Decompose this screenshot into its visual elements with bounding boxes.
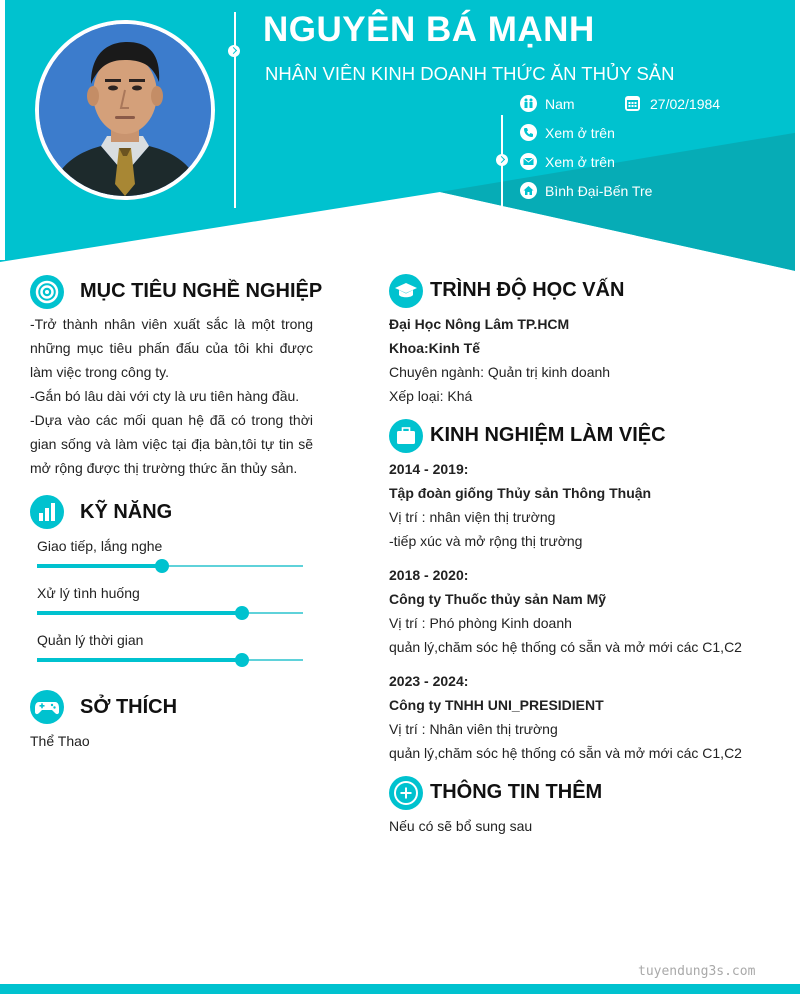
job-title: NHÂN VIÊN KINH DOANH THỨC ĂN THỦY SẢN <box>265 63 675 84</box>
experience-description: -tiếp xúc và mở rộng thị trường <box>389 533 583 549</box>
gamepad-icon <box>30 690 64 724</box>
email-icon <box>520 153 537 170</box>
objective-line: gian sống và làm việc tại địa bàn,tôi tự tin sẽ <box>30 436 313 452</box>
target-icon <box>30 275 64 309</box>
skill-label: Xử lý tình huống <box>37 585 140 601</box>
experience-entry <box>389 563 742 659</box>
experience-period: 2018 - 2020: <box>389 567 469 583</box>
experience-position: Vị trí : nhân viện thị trường <box>389 509 556 525</box>
plus-icon <box>389 776 423 810</box>
skill-bar <box>37 565 303 567</box>
objective-line: mở rộng được thị trường thức ăn thủy sản. <box>30 460 298 476</box>
experience-entry <box>389 669 742 765</box>
skill-bar-fill <box>37 564 162 568</box>
gender-icon <box>520 95 537 112</box>
education-major: Chuyên ngành: Quản trị kinh doanh <box>389 364 611 380</box>
extra-text: Nếu có sẽ bổ sung sau <box>389 818 533 834</box>
skill-bar-knob <box>235 606 249 620</box>
education-school: Đại Học Nông Lâm TP.HCM <box>389 316 570 332</box>
avatar <box>39 24 211 196</box>
skills-title: KỸ NĂNG <box>80 501 173 523</box>
experience-company: Công ty TNHH UNI_PRESIDIENT <box>389 697 604 713</box>
skill-label: Giao tiếp, lắng nghe <box>37 538 163 554</box>
experience-description: quản lý,chăm sóc hệ thống có sẵn và mở mới các C1,C2 <box>389 639 742 655</box>
phone-value: Xem ở trên <box>545 125 615 141</box>
experience-company: Tập đoàn giống Thủy sản Thông Thuận <box>389 485 652 501</box>
skill-label: Quản lý thời gian <box>37 632 144 648</box>
skill-bar-knob <box>155 559 169 573</box>
calendar-icon <box>625 96 640 111</box>
address-value: Bình Đại-Bến Tre <box>545 183 653 199</box>
education-details <box>389 312 610 408</box>
candidate-name: NGUYÊN BÁ MẠNH <box>263 10 595 49</box>
bar-chart-icon <box>30 495 64 529</box>
skill-bar-fill <box>37 658 242 662</box>
skill-bar-knob <box>235 653 249 667</box>
watermark: tuyendung3s.com <box>638 964 756 979</box>
phone-icon <box>520 124 537 141</box>
home-icon <box>520 182 537 199</box>
experience-description: quản lý,chăm sóc hệ thống có sẵn và mở mới các C1,C2 <box>389 745 742 761</box>
skill-bar <box>37 612 303 614</box>
objective-line: những mục tiêu phấn đấu của tôi khi được <box>30 340 313 356</box>
email-value: Xem ở trên <box>545 154 615 170</box>
objective-line: -Dựa vào các mối quan hệ đã có trong thời <box>30 412 313 428</box>
dob-value: 27/02/1984 <box>650 96 721 112</box>
header-divider <box>234 12 236 208</box>
briefcase-icon <box>389 419 423 453</box>
objective-title: MỤC TIÊU NGHỀ NGHIỆP <box>80 280 323 302</box>
skill-bar <box>37 659 303 661</box>
experience-period: 2014 - 2019: <box>389 461 469 477</box>
footer-bar <box>0 984 800 994</box>
objective-line: làm việc trong công ty. <box>30 364 170 380</box>
objective-line: -Trở thành nhân viên xuất sắc là một trong <box>30 316 313 332</box>
experience-position: Vị trí : Nhân viên thị trường <box>389 721 558 737</box>
extra-title: THÔNG TIN THÊM <box>430 781 603 803</box>
experience-period: 2023 - 2024: <box>389 673 469 689</box>
experience-title: KINH NGHIỆM LÀM VIỆC <box>430 424 666 446</box>
education-faculty: Khoa:Kinh Tế <box>389 340 480 356</box>
experience-company: Công ty Thuốc thủy sản Nam Mỹ <box>389 591 607 607</box>
education-title: TRÌNH ĐỘ HỌC VẤN <box>430 279 625 301</box>
hobbies-text: Thể Thao <box>30 733 90 749</box>
skill-bar-fill <box>37 611 242 615</box>
hobbies-title: SỞ THÍCH <box>80 696 178 718</box>
gender-value: Nam <box>545 96 575 112</box>
education-grade: Xếp loại: Khá <box>389 388 473 404</box>
experience-entry <box>389 457 651 553</box>
experience-position: Vị trí : Phó phòng Kinh doanh <box>389 615 572 631</box>
divider-chevron-icon <box>228 45 240 57</box>
contact-chevron-icon <box>496 154 508 166</box>
graduation-cap-icon <box>389 274 423 308</box>
objective-line: -Gắn bó lâu dài với cty là ưu tiên hàng đầu. <box>30 388 300 404</box>
objective-text <box>30 312 313 480</box>
